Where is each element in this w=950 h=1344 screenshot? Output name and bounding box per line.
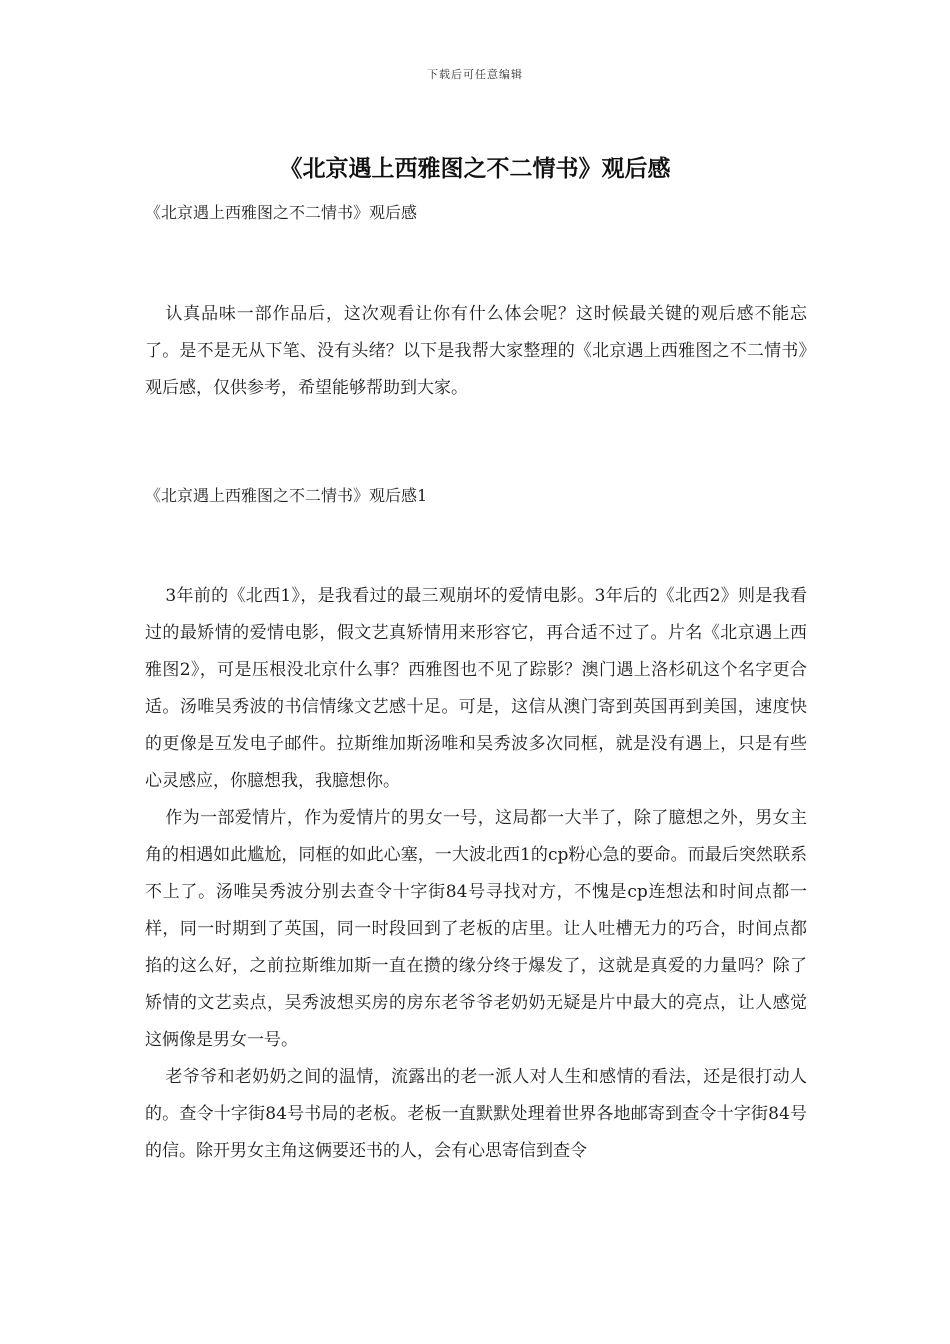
header-note: 下载后可任意编辑 (427, 68, 523, 81)
subtitle: 《北京遇上西雅图之不二情书》观后感 (145, 203, 418, 222)
intro-paragraph: 认真品味一部作品后，这次观看让你有什么体会呢？这时候最关键的观后感不能忘了。是不是无从下笔、没有头绪？以下是我帮大家整理的《北京遇上西雅图之不二情书》观后感，仅供参考，希望能够帮助到大家。 (145, 304, 807, 398)
body-paragraph-1: 3年前的《北西1》，是我看过的最三观崩坏的爱情电影。3年后的《北西2》则是我看过的最矫情的爱情电影，假文艺真矫情用来形容它，再合适不过了。片名《北京遇上西雅图2》，可是压根没北京什么事？西雅图也不见了踪影？澳门遇上洛杉矶这个名字更合适。汤唯吴秀波的书信情缘文艺感十足。可是，这信从澳门寄到英国再到美国，速度快的更像是互发电子邮件。拉斯维加斯汤唯和吴秀波多次同框，就是没有遇上，只是有些心灵感应，你臆想我，我臆想你。 (145, 586, 807, 791)
section-heading: 《北京遇上西雅图之不二情书》观后感1 (145, 486, 428, 505)
body-block (145, 578, 807, 1170)
body-paragraph-3: 老爷爷和老奶奶之间的温情，流露出的老一派人对人生和感情的看法，还是很打动人的。查令十字街84号书局的老板。老板一直默默处理着世界各地邮寄到查令十字街84号的信。除开男女主角这俩要还书的人，会有心思寄信到查令 (145, 1067, 807, 1161)
body-paragraph-2: 作为一部爱情片，作为爱情片的男女一号，这局都一大半了，除了臆想之外，男女主角的相遇如此尴尬，同框的如此心塞，一大波北西1的cp粉心急的要命。而最后突然联系不上了。汤唯吴秀波分别去查令十字街84号寻找对方，不愧是cp连想法和时间点都一样，同一时期到了英国，同一时段回到了老板的店里。让人吐槽无力的巧合，时间点都掐的这么好，之前拉斯维加斯一直在攒的缘分终于爆发了，这就是真爱的力量吗？除了矫情的文艺卖点，吴秀波想买房的房东老爷爷老奶奶无疑是片中最大的亮点，让人感觉这俩像是男女一号。 (145, 808, 807, 1050)
page-title: 《北京遇上西雅图之不二情书》观后感 (279, 155, 671, 182)
intro-block (145, 296, 807, 407)
